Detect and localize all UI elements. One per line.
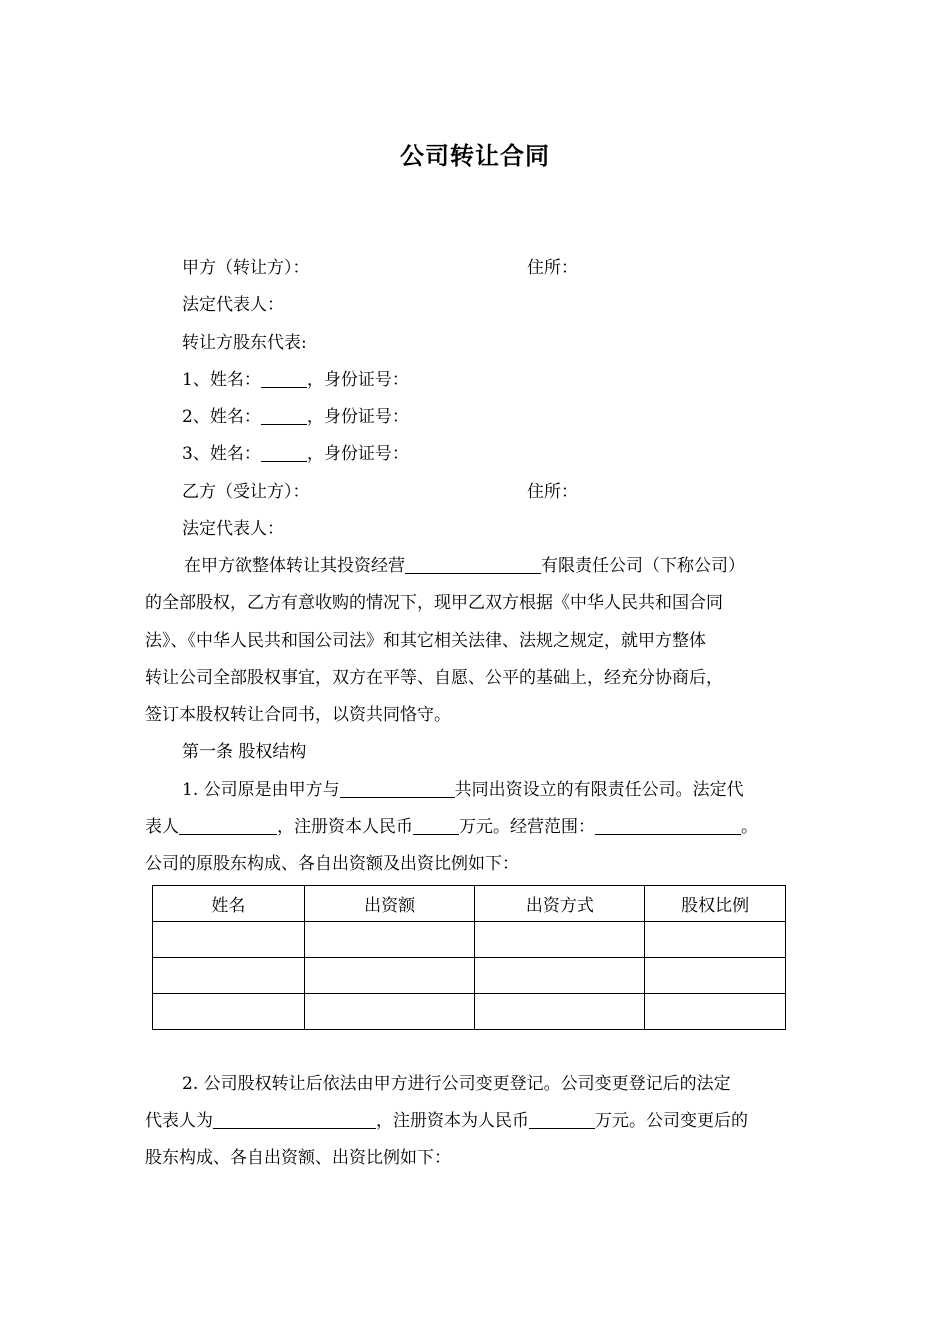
table-cell (475, 994, 645, 1030)
clause-1-text-2d: 。 (741, 817, 758, 837)
preamble-line-3: 法》、《中华人民共和国公司法》和其它相关法律、法规之规定，就甲方整体 (145, 631, 706, 651)
clause-1-line-1 (182, 780, 744, 800)
table-cell (475, 958, 645, 994)
party-a-label: 甲方（转让方）： (182, 258, 310, 278)
article-1-heading: 第一条 股权结构 (182, 742, 307, 762)
table-cell (645, 994, 786, 1030)
preamble-text-1b: 有限责任公司（下称公司） (541, 556, 745, 576)
clause-1-text-2c: 万元。经营范围： (459, 817, 595, 837)
table-cell (153, 922, 305, 958)
table-cell (304, 922, 475, 958)
preamble-line-5: 签订本股权转让合同书，以资共同恪守。 (145, 705, 451, 725)
shareholder-3-id-label: ，身份证号： (306, 444, 409, 464)
clause-2-text-2b: ，注册资本为人民币 (376, 1111, 529, 1131)
table-row (153, 922, 786, 958)
clause-2-text-2c: 万元。公司变更后的 (595, 1111, 748, 1131)
co-founder-blank (340, 780, 455, 798)
table-header-method: 出资方式 (475, 886, 645, 922)
registered-capital-blank (413, 817, 459, 835)
shareholder-2-name-label: 2、姓名： (182, 407, 261, 427)
clause-2-line-1: 2. 公司股权转让后依法由甲方进行公司变更登记。公司变更登记后的法定 (182, 1074, 731, 1094)
table-header-amount: 出资额 (304, 886, 475, 922)
company-name-blank (405, 556, 541, 574)
clause-2-text-2a: 代表人为 (145, 1111, 213, 1131)
preamble-line-1 (184, 556, 745, 576)
new-legal-rep-blank (213, 1111, 376, 1129)
table-row (153, 958, 786, 994)
table-cell (153, 994, 305, 1030)
shareholder-line-1 (182, 370, 409, 390)
preamble-line-2: 的全部股权，乙方有意收购的情况下，现甲乙双方根据《中华人民共和国合同 (145, 593, 723, 613)
shareholder-line-3 (182, 444, 409, 464)
document-title: 公司转让合同 (400, 142, 550, 170)
clause-1-text-1b: 共同出资设立的有限责任公司。法定代 (454, 780, 744, 800)
preamble-text-1a: 在甲方欲整体转让其投资经营 (184, 556, 405, 576)
party-b-legal-rep: 法定代表人： (182, 519, 284, 539)
preamble-line-4: 转让公司全部股权事宜，双方在平等、自愿、公平的基础上，经充分协商后， (145, 668, 723, 688)
party-b-label: 乙方（受让方）： (182, 482, 310, 502)
clause-2-line-2 (145, 1111, 748, 1131)
original-shareholder-table (152, 885, 786, 1030)
table-row (153, 994, 786, 1030)
table-cell (304, 994, 475, 1030)
clause-2-line-3: 股东构成、各自出资额、出资比例如下： (145, 1148, 451, 1168)
clause-1-line-3: 公司的原股东构成、各自出资额及出资比例如下： (145, 854, 519, 874)
table-cell (153, 958, 305, 994)
shareholder-line-2 (182, 407, 409, 427)
table-header-row (153, 886, 786, 922)
table-cell (645, 922, 786, 958)
shareholder-2-name-blank (261, 407, 307, 425)
legal-rep-blank (179, 817, 277, 835)
table-cell (475, 922, 645, 958)
shareholder-1-id-label: ，身份证号： (306, 370, 409, 390)
table-cell (304, 958, 475, 994)
clause-1-text-2a: 表人 (145, 817, 179, 837)
business-scope-blank (595, 817, 741, 835)
shareholder-rep-label: 转让方股东代表: (182, 333, 307, 353)
party-a-address-label: 住所： (527, 258, 578, 278)
shareholder-1-name-blank (261, 370, 307, 388)
clause-1-text-2b: ，注册资本人民币 (277, 817, 413, 837)
table-cell (645, 958, 786, 994)
new-capital-blank (529, 1111, 595, 1129)
clause-1-line-2 (145, 817, 758, 837)
shareholder-3-name-blank (261, 444, 307, 462)
clause-1-text-1a: 1. 公司原是由甲方与 (182, 780, 340, 800)
table-header-ratio: 股权比例 (645, 886, 786, 922)
shareholder-2-id-label: ，身份证号： (306, 407, 409, 427)
shareholder-3-name-label: 3、姓名： (182, 444, 261, 464)
shareholder-1-name-label: 1、姓名： (182, 370, 261, 390)
party-a-legal-rep: 法定代表人： (182, 295, 284, 315)
table-header-name: 姓名 (153, 886, 305, 922)
party-b-address-label: 住所： (527, 482, 578, 502)
